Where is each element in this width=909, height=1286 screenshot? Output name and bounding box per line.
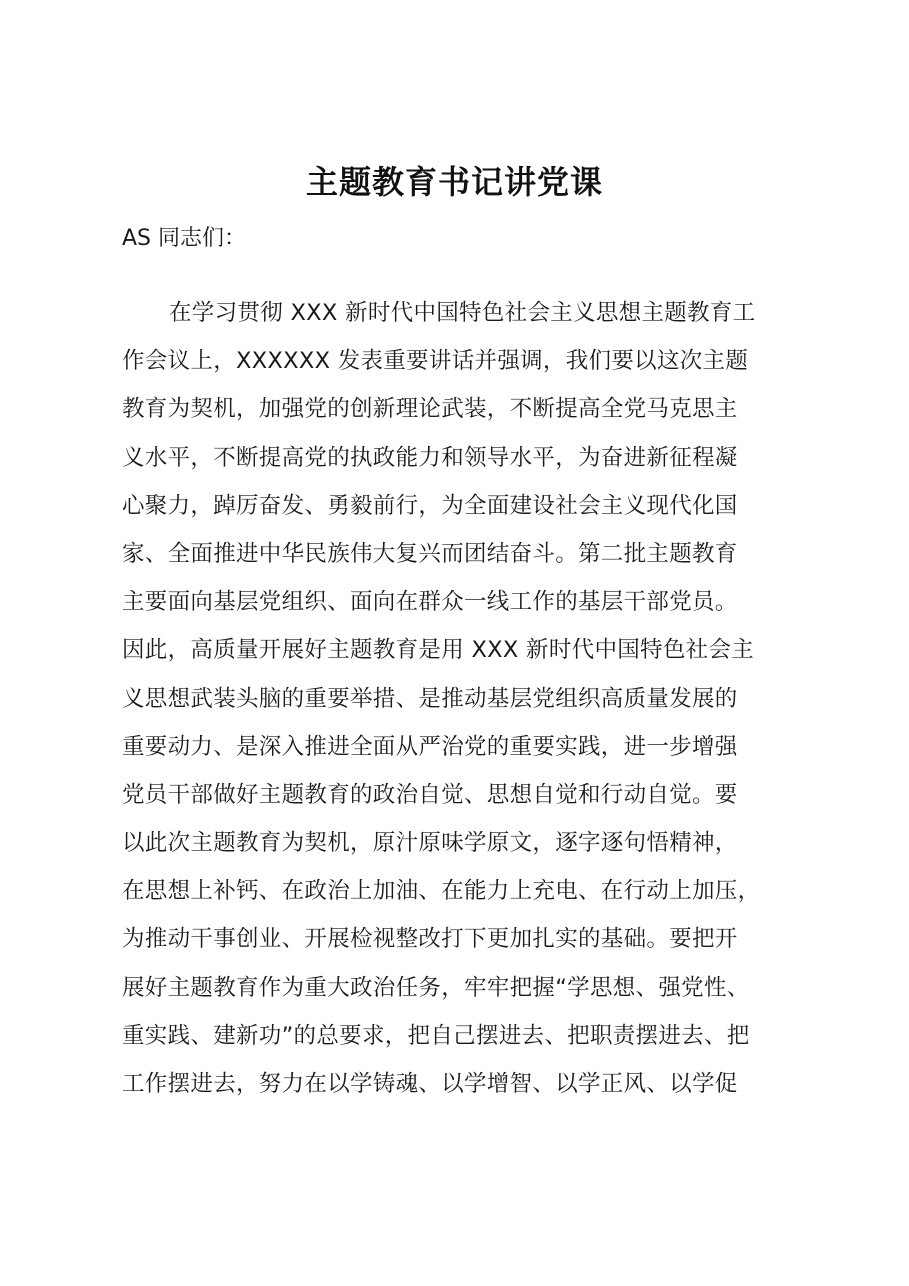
- paragraph-line: 义水平，不断提高党的执政能力和领导水平，为奋进新征程凝: [122, 444, 738, 471]
- paragraph-line: 主要面向基层党组织、面向在群众一线工作的基层干部党员。: [122, 589, 738, 616]
- paragraph-line: 重要动力、是深入推进全面从严治党的重要实践，进一步增强: [122, 733, 738, 760]
- paragraph-line: 在学习贯彻 XXX 新时代中国特色社会主义思想主题教育工: [169, 300, 756, 326]
- paragraph-line: 党员干部做好主题教育的政治自觉、思想自觉和行动自觉。要: [122, 781, 738, 808]
- paragraph-line: 以此次主题教育为契机，原汁原味学原文，逐字逐句悟精神，: [122, 830, 738, 857]
- paragraph-line: 作会议上，XXXXXX 发表重要讲话并强调，我们要以这次主题: [122, 348, 749, 375]
- paragraph-line: 为推动干事创业、开展检视整改打下更加扎实的基础。要把开: [122, 926, 738, 953]
- paragraph-line: 工作摆进去，努力在以学铸魂、以学增智、以学正风、以学促: [122, 1071, 738, 1097]
- greeting-line: AS 同志们：: [122, 226, 247, 251]
- paragraph-line: 展好主题教育作为重大政治任务，牢牢把握“学思想、强党性、: [122, 974, 750, 1001]
- paragraph-line: 心聚力，踔厉奋发、勇毅前行，为全面建设社会主义现代化国: [122, 492, 738, 519]
- document-title: 主题教育书记讲党课: [305, 163, 603, 201]
- paragraph-line: 重实践、建新功”的总要求，把自己摆进去、把职责摆进去、把: [122, 1022, 750, 1049]
- paragraph-line: 在思想上补钙、在政治上加油、在能力上充电、在行动上加压，: [122, 878, 761, 905]
- paragraph-line: 义思想武装头脑的重要举措、是推动基层党组织高质量发展的: [122, 685, 738, 712]
- paragraph-line: 教育为契机，加强党的创新理论武装，不断提高全党马克思主: [122, 396, 738, 423]
- paragraph-line: 因此，高质量开展好主题教育是用 XXX 新时代中国特色社会主: [122, 637, 755, 664]
- paragraph-line: 家、全面推进中华民族伟大复兴而团结奋斗。第二批主题教育: [122, 540, 738, 567]
- body-paragraph: [122, 289, 812, 1108]
